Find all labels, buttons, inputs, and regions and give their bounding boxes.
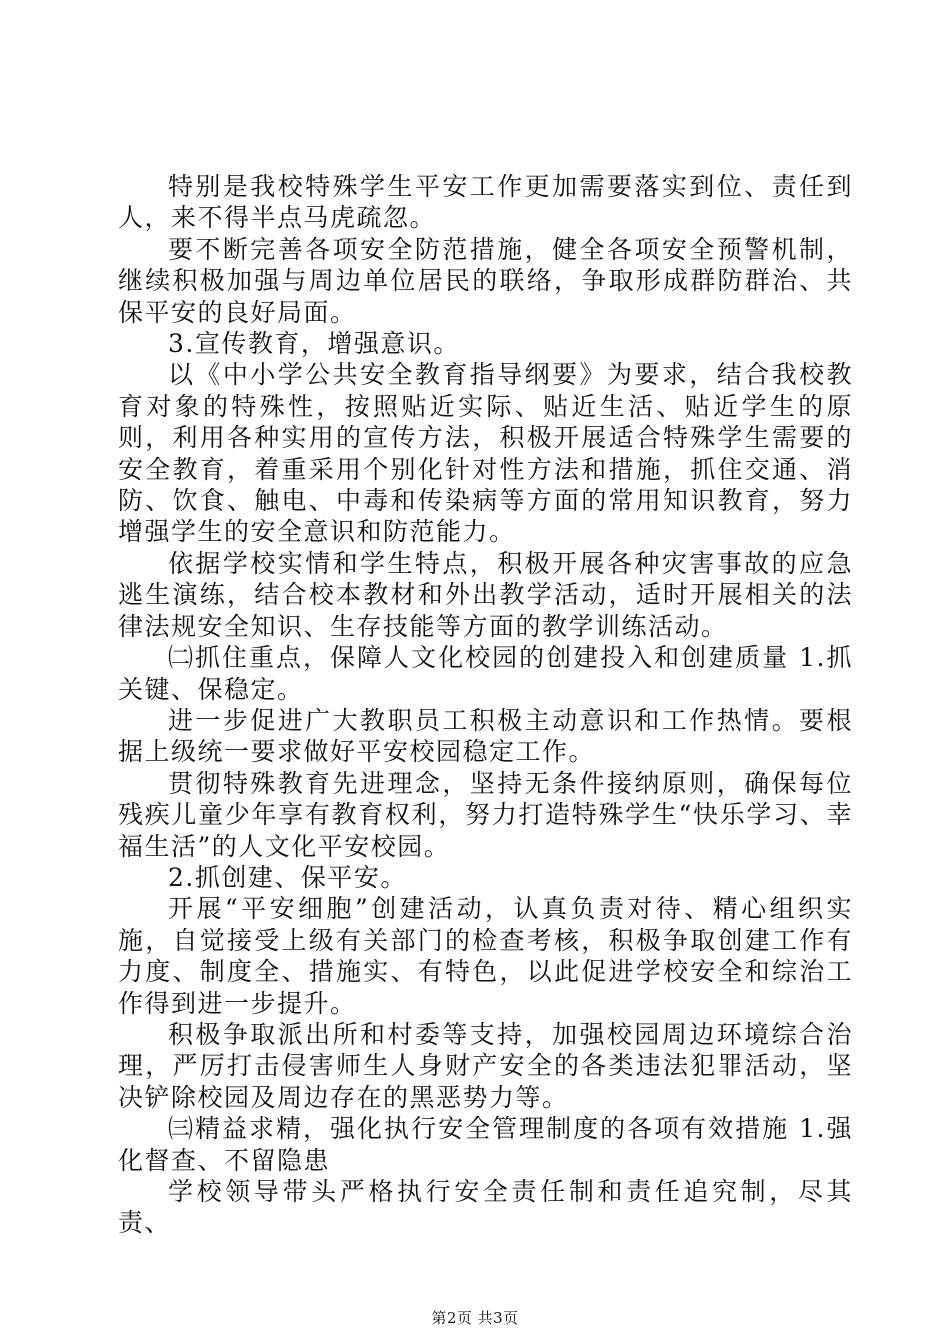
paragraph: 进一步促进广大教职员工积极主动意识和工作热情。要根据上级统一要求做好平安校园稳定工作。 — [118, 705, 853, 767]
paragraph: 依据学校实情和学生特点，积极开展各种灾害事故的应急逃生演练，结合校本教材和外出教学活动，适时开展相关的法律法规安全知识、生存技能等方面的教学训练活动。 — [118, 548, 853, 641]
paragraph: 特别是我校特殊学生平安工作更加需要落实到位、责任到人，来不得半点马虎疏忽。 — [118, 172, 853, 233]
paragraph: 学校领导带头严格执行安全责任制和责任追究制，尽其责、 — [118, 1177, 853, 1238]
paragraph: 贯彻特殊教育先进理念，坚持无条件接纳原则，确保每位残疾儿童少年享有教育权利，努力打造特殊学生“快乐学习、幸福生活”的人文化平安校园。 — [118, 768, 853, 861]
section-heading: 3.宣传教育，增强意识。 — [168, 329, 460, 359]
document-body — [118, 171, 853, 1239]
section-heading: 2.抓创建、保平安。 — [168, 862, 407, 892]
paragraph: 要不断完善各项安全防范措施，健全各项安全预警机制，继续积极加强与周边单位居民的联络，争取形成群防群治、共保平安的良好局面。 — [118, 234, 853, 327]
paragraph: 积极争取派出所和村委等支持，加强校园周边环境综合治理，严厉打击侵害师生人身财产安全的各类违法犯罪活动，坚决铲除校园及周边存在的黑恶势力等。 — [118, 1019, 853, 1112]
paragraph: 开展“平安细胞”创建活动，认真负责对待、精心组织实施，自觉接受上级有关部门的检查考核，积极争取创建工作有力度、制度全、措施实、有特色，以此促进学校安全和综治工作得到进一步提升。 — [118, 894, 853, 1018]
section-heading: ㈡抓住重点，保障人文化校园的创建投入和创建质量 1.抓关键、保稳定。 — [118, 643, 853, 704]
page-number-footer: 第2页 共3页 — [431, 1309, 519, 1327]
section-heading: ㈢精益求精，强化执行安全管理制度的各项有效措施 1.强化督查、不留隐患 — [118, 1114, 853, 1175]
paragraph: 以《中小学公共安全教育指导纲要》为要求，结合我校教育对象的特殊性，按照贴近实际、贴近生活、贴近学生的原则，利用各种实用的宣传方法，积极开展适合特殊学生需要的安全教育，着重采用个别化针对性方法和措施，抓住交通、消防、饮食、触电、中毒和传染病等方面的常用知识教育，努力增强学生的安全意识和防范能力。 — [118, 360, 853, 547]
